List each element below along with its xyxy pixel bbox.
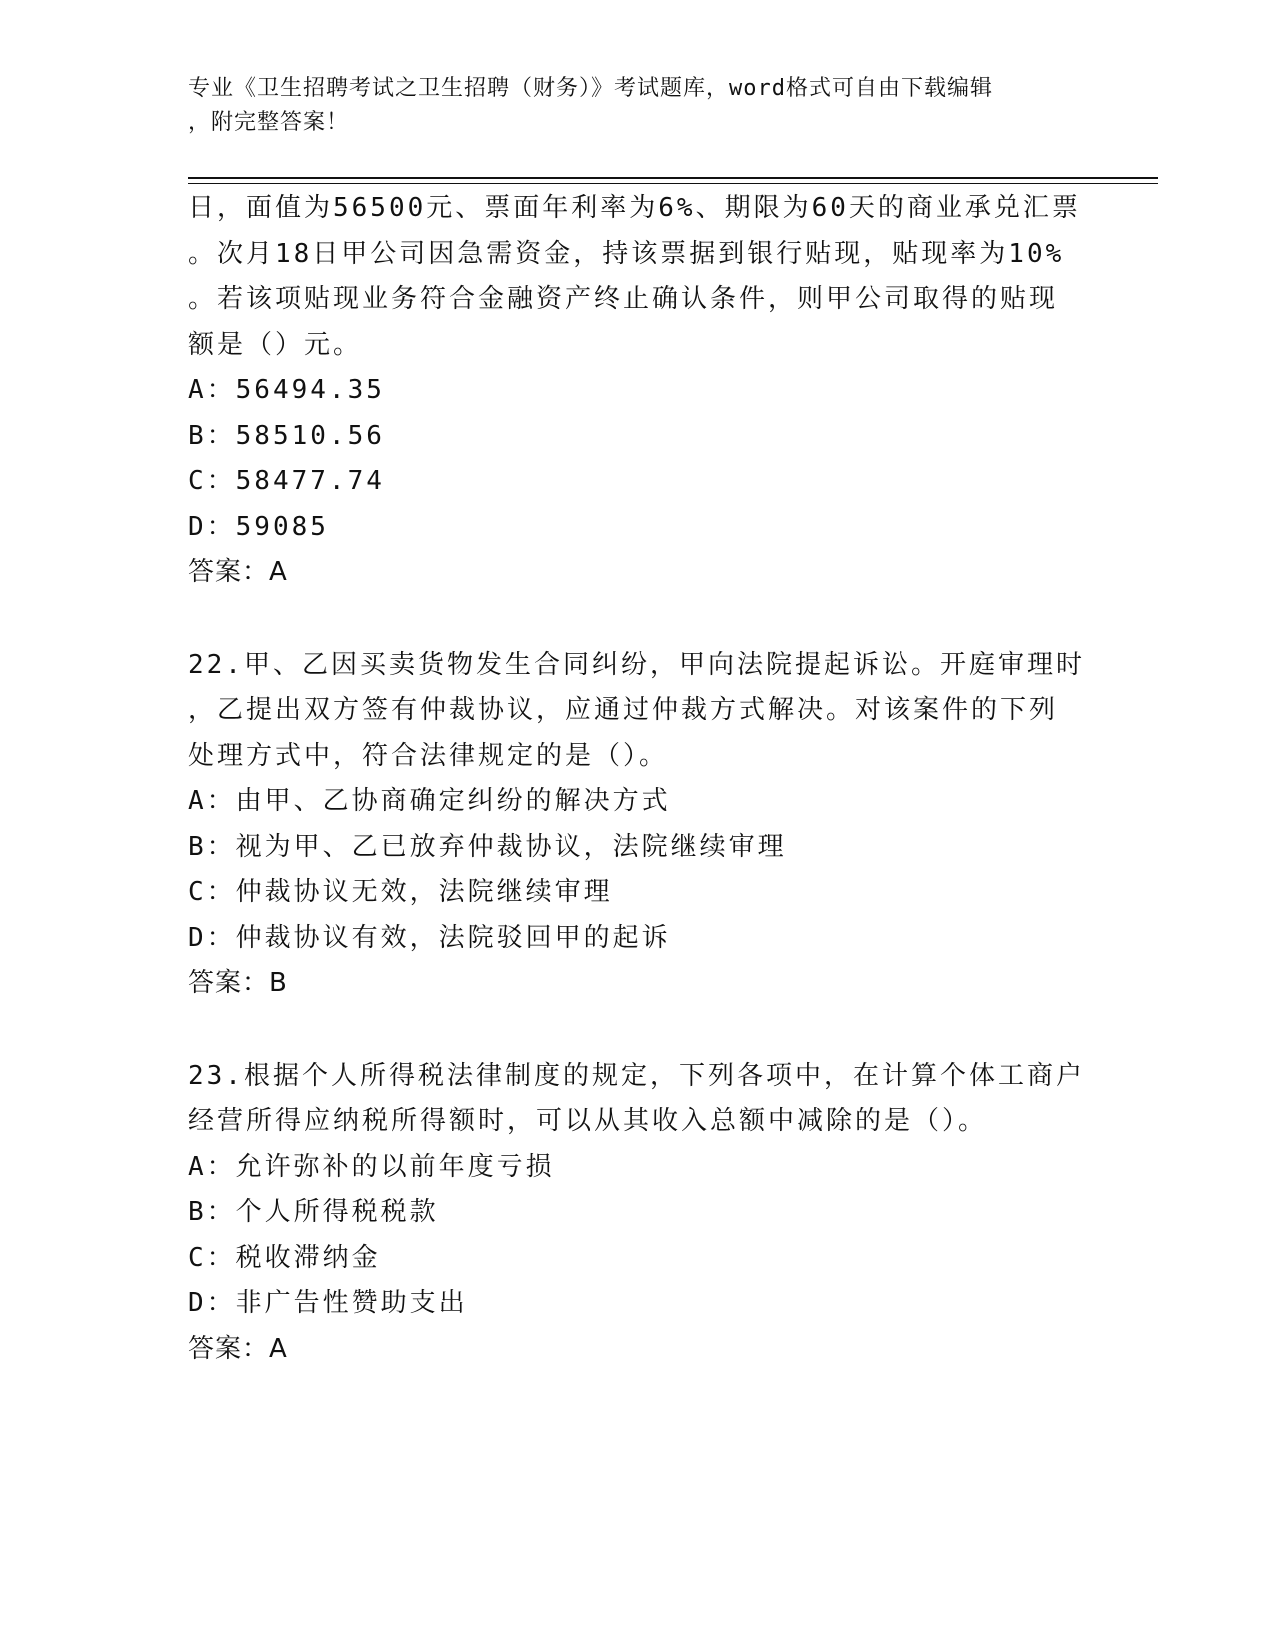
header-rule-thick: [188, 177, 1158, 179]
option-c: C：税收滞纳金: [188, 1242, 381, 1273]
option-a: A：由甲、乙协商确定纠纷的解决方式: [188, 786, 671, 816]
option-b: B：个人所得税税款: [188, 1197, 439, 1227]
header-title-line-2: ，附完整答案！: [188, 110, 350, 135]
option-a: A：56494.35: [188, 375, 385, 405]
question-text-line: 。次月18日甲公司因急需资金，持该票据到银行贴现，贴现率为10%: [188, 238, 1065, 269]
option-d: D：非广告性赞助支出: [188, 1288, 468, 1318]
option-b: B：视为甲、乙已放弃仲裁协议，法院继续审理: [188, 831, 787, 862]
question-content: [188, 186, 1088, 1372]
question-text-line: ，乙提出双方签有仲裁协议，应通过仲裁方式解决。对该案件的下列: [188, 695, 1059, 725]
option-d: D：59085: [188, 511, 329, 542]
option-b: B：58510.56: [188, 420, 385, 451]
question-text-line: 。若该项贴现业务符合金融资产终止确认条件，则甲公司取得的贴现: [188, 284, 1059, 314]
option-a: A：允许弥补的以前年度亏损: [188, 1151, 555, 1182]
question-text-line: 处理方式中，符合法律规定的是（）。: [188, 740, 669, 771]
spacer: [188, 1007, 1088, 1054]
question-text-line: 经营所得应纳税所得额时，可以从其收入总额中减除的是（）。: [188, 1106, 988, 1136]
answer-label: 答案：B: [188, 968, 288, 998]
answer-label: 答案：A: [188, 557, 288, 587]
option-c: C：58477.74: [188, 466, 385, 496]
question-text-line: 22.甲、乙因买卖货物发生合同纠纷，甲向法院提起诉讼。开庭审理时: [188, 649, 1085, 680]
question-text-line: 额是（）元。: [188, 329, 363, 360]
page-header: [188, 72, 1068, 140]
option-d: D：仲裁协议有效，法院驳回甲的起诉: [188, 922, 671, 953]
header-title-line-1: 专业《卫生招聘考试之卫生招聘（财务）》考试题库，word格式可自由下载编辑: [188, 76, 993, 101]
question-text-line: 日，面值为56500元、票面年利率为6%、期限为60天的商业承兑汇票: [188, 193, 1081, 223]
question-22: [188, 643, 1088, 1007]
header-rule-thin: [188, 183, 1158, 184]
question-text-line: 23.根据个人所得税法律制度的规定，下列各项中，在计算个体工商户: [188, 1060, 1085, 1091]
option-c: C：仲裁协议无效，法院继续审理: [188, 877, 613, 907]
question-21: [188, 186, 1088, 596]
spacer: [188, 596, 1088, 643]
question-23: [188, 1054, 1088, 1373]
answer-label: 答案：A: [188, 1333, 288, 1364]
